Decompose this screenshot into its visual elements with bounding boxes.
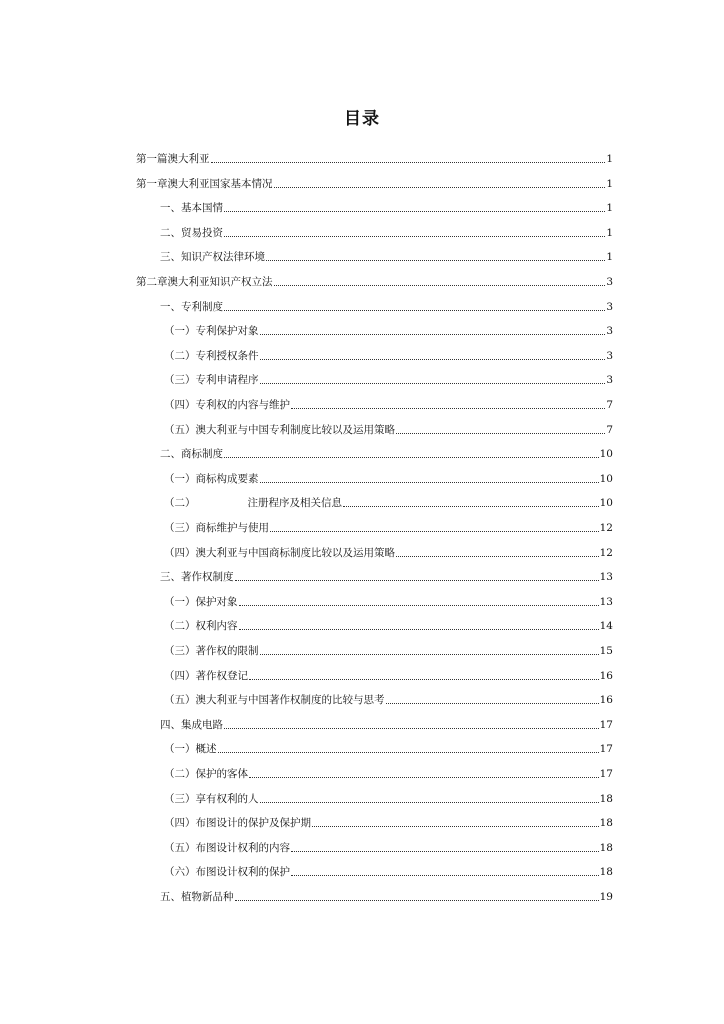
toc-entry-title: （五）布图设计权利的内容 <box>164 842 290 854</box>
toc-page-number: 10 <box>599 473 613 485</box>
toc-leader-dots <box>218 752 599 753</box>
toc-entry[interactable] <box>160 716 613 732</box>
toc-entry[interactable] <box>164 322 613 338</box>
toc-leader-dots <box>266 260 605 261</box>
toc-page-number: 1 <box>606 178 613 190</box>
toc-entry[interactable] <box>164 544 613 560</box>
toc-page-number: 10 <box>599 448 613 460</box>
toc-page-number: 1 <box>606 227 613 239</box>
toc-entry[interactable] <box>164 790 613 806</box>
toc-entry[interactable] <box>164 371 613 387</box>
toc-leader-dots <box>224 310 605 311</box>
toc-page-number: 13 <box>599 571 613 583</box>
toc-page-number: 7 <box>606 424 613 436</box>
toc-entry[interactable] <box>160 568 613 584</box>
toc-entry-title: （一）概述 <box>164 743 217 755</box>
toc-entry-title: （五）澳大利亚与中国专利制度比较以及运用策略 <box>164 424 395 436</box>
toc-page-number: 12 <box>599 522 613 534</box>
toc-entry[interactable] <box>164 396 613 412</box>
toc-leader-dots <box>260 482 599 483</box>
toc-page-number: 1 <box>606 251 613 263</box>
toc-page-number: 10 <box>599 497 613 509</box>
toc-entry[interactable] <box>164 814 613 830</box>
toc-page-number: 16 <box>599 694 613 706</box>
toc-page-number: 13 <box>599 596 613 608</box>
toc-entry[interactable] <box>164 494 613 510</box>
toc-entry-title: （二）专利授权条件 <box>164 350 259 362</box>
toc-entry[interactable] <box>164 839 613 855</box>
toc-entry-title: 一、专利制度 <box>160 301 223 313</box>
toc-leader-dots <box>211 162 606 163</box>
toc-page-number: 3 <box>606 276 613 288</box>
toc-entry[interactable] <box>160 888 613 904</box>
toc-entry-title: （二）权利内容 <box>164 620 238 632</box>
toc-leader-dots <box>260 334 606 335</box>
toc-entry-title: 第一章澳大利亚国家基本情况 <box>136 178 273 190</box>
toc-entry-title: （二）保护的客体 <box>164 768 248 780</box>
toc-entry[interactable] <box>160 199 613 215</box>
toc-page-number: 16 <box>599 670 613 682</box>
toc-leader-dots <box>396 556 599 557</box>
toc-page-number: 3 <box>606 350 613 362</box>
toc-entry-title: 二、商标制度 <box>160 448 223 460</box>
toc-entry[interactable] <box>164 593 613 609</box>
toc-page-number: 19 <box>599 891 613 903</box>
toc-entry-title: 第一篇澳大利亚 <box>136 153 210 165</box>
toc-leader-dots <box>249 777 599 778</box>
toc-leader-dots <box>239 605 599 606</box>
toc-page-number: 1 <box>606 202 613 214</box>
toc-entry-title: 四、集成电路 <box>160 719 223 731</box>
toc-leader-dots <box>224 457 599 458</box>
toc-leader-dots <box>239 629 599 630</box>
toc-page-number: 14 <box>599 620 613 632</box>
toc-entry-title: （一）保护对象 <box>164 596 238 608</box>
toc-page-number: 17 <box>599 743 613 755</box>
toc-page-number: 15 <box>599 645 613 657</box>
toc-leader-dots <box>235 580 599 581</box>
toc-entry-title: （四）布图设计的保护及保护期 <box>164 817 311 829</box>
toc-entry[interactable] <box>160 224 613 240</box>
toc-entry[interactable] <box>164 667 613 683</box>
toc-entry[interactable] <box>164 347 613 363</box>
toc-leader-dots <box>224 728 599 729</box>
toc-entry-title: （四）著作权登记 <box>164 670 248 682</box>
toc-entry[interactable] <box>136 150 613 166</box>
toc-leader-dots <box>343 506 599 507</box>
toc-entry-title: （三）享有权利的人 <box>164 793 259 805</box>
toc-page-number: 18 <box>599 817 613 829</box>
toc-entry[interactable] <box>164 470 613 486</box>
toc-page-number: 18 <box>599 793 613 805</box>
toc-entry-title: （三）专利申请程序 <box>164 374 259 386</box>
toc-entry-title: （三）商标维护与使用 <box>164 522 269 534</box>
toc-entry-title-cont: 注册程序及相关信息 <box>247 497 342 509</box>
toc-page-number: 1 <box>606 153 613 165</box>
toc-leader-dots <box>260 383 606 384</box>
toc-leader-dots <box>260 802 599 803</box>
toc-entry[interactable] <box>164 421 613 437</box>
toc-entry-title: 一、基本国情 <box>160 202 223 214</box>
toc-entry-title: （四）专利权的内容与维护 <box>164 399 290 411</box>
toc-page-number: 3 <box>606 301 613 313</box>
toc-page-number: 18 <box>599 842 613 854</box>
toc-leader-dots <box>291 875 599 876</box>
toc-entry[interactable] <box>160 248 613 264</box>
toc-leader-dots <box>224 211 605 212</box>
toc-entry[interactable] <box>164 740 613 756</box>
toc-page-number: 12 <box>599 547 613 559</box>
toc-entry-title: （二） <box>164 497 196 509</box>
toc-leader-dots <box>291 851 599 852</box>
toc-leader-dots <box>386 703 599 704</box>
toc-entry-title: （四）澳大利亚与中国商标制度比较以及运用策略 <box>164 547 395 559</box>
toc-entry[interactable] <box>136 175 613 191</box>
toc-leader-dots <box>396 433 605 434</box>
toc-leader-dots <box>249 679 599 680</box>
toc-leader-dots <box>224 236 605 237</box>
toc-entry[interactable] <box>160 298 613 314</box>
toc-entry[interactable] <box>164 863 613 879</box>
toc-entry-title: （一）商标构成要素 <box>164 473 259 485</box>
toc-entry-title: 三、著作权制度 <box>160 571 234 583</box>
toc-entry[interactable] <box>164 691 613 707</box>
toc-entry[interactable] <box>164 642 613 658</box>
toc-leader-dots <box>274 285 606 286</box>
toc-leader-dots <box>274 187 606 188</box>
toc-leader-dots <box>260 654 599 655</box>
toc-entry-title: （六）布图设计权利的保护 <box>164 866 290 878</box>
toc-entry[interactable] <box>164 617 613 633</box>
toc-entry[interactable] <box>136 273 613 289</box>
toc-entry[interactable] <box>160 445 613 461</box>
toc-entry[interactable] <box>164 519 613 535</box>
toc-leader-dots <box>312 826 599 827</box>
toc-page-number: 17 <box>599 768 613 780</box>
toc-entry-title: （一）专利保护对象 <box>164 325 259 337</box>
toc-entry-title: 第二章澳大利亚知识产权立法 <box>136 276 273 288</box>
toc-leader-dots <box>270 531 599 532</box>
page-title: 目录 <box>344 109 380 129</box>
toc-entry-title: 三、知识产权法律环境 <box>160 251 265 263</box>
toc-entry-title: 五、植物新品种 <box>160 891 234 903</box>
toc-page-number: 7 <box>606 399 613 411</box>
toc-entry[interactable] <box>164 765 613 781</box>
toc-page-number: 3 <box>606 325 613 337</box>
toc-page-number: 18 <box>599 866 613 878</box>
toc-leader-dots <box>291 408 605 409</box>
toc-entry-title: 二、贸易投资 <box>160 227 223 239</box>
toc-leader-dots <box>260 359 606 360</box>
toc-page-number: 17 <box>599 719 613 731</box>
toc-leader-dots <box>235 900 599 901</box>
toc-entry-title: （三）著作权的限制 <box>164 645 259 657</box>
toc-entry-title: （五）澳大利亚与中国著作权制度的比较与思考 <box>164 694 385 706</box>
toc-page-number: 3 <box>606 374 613 386</box>
